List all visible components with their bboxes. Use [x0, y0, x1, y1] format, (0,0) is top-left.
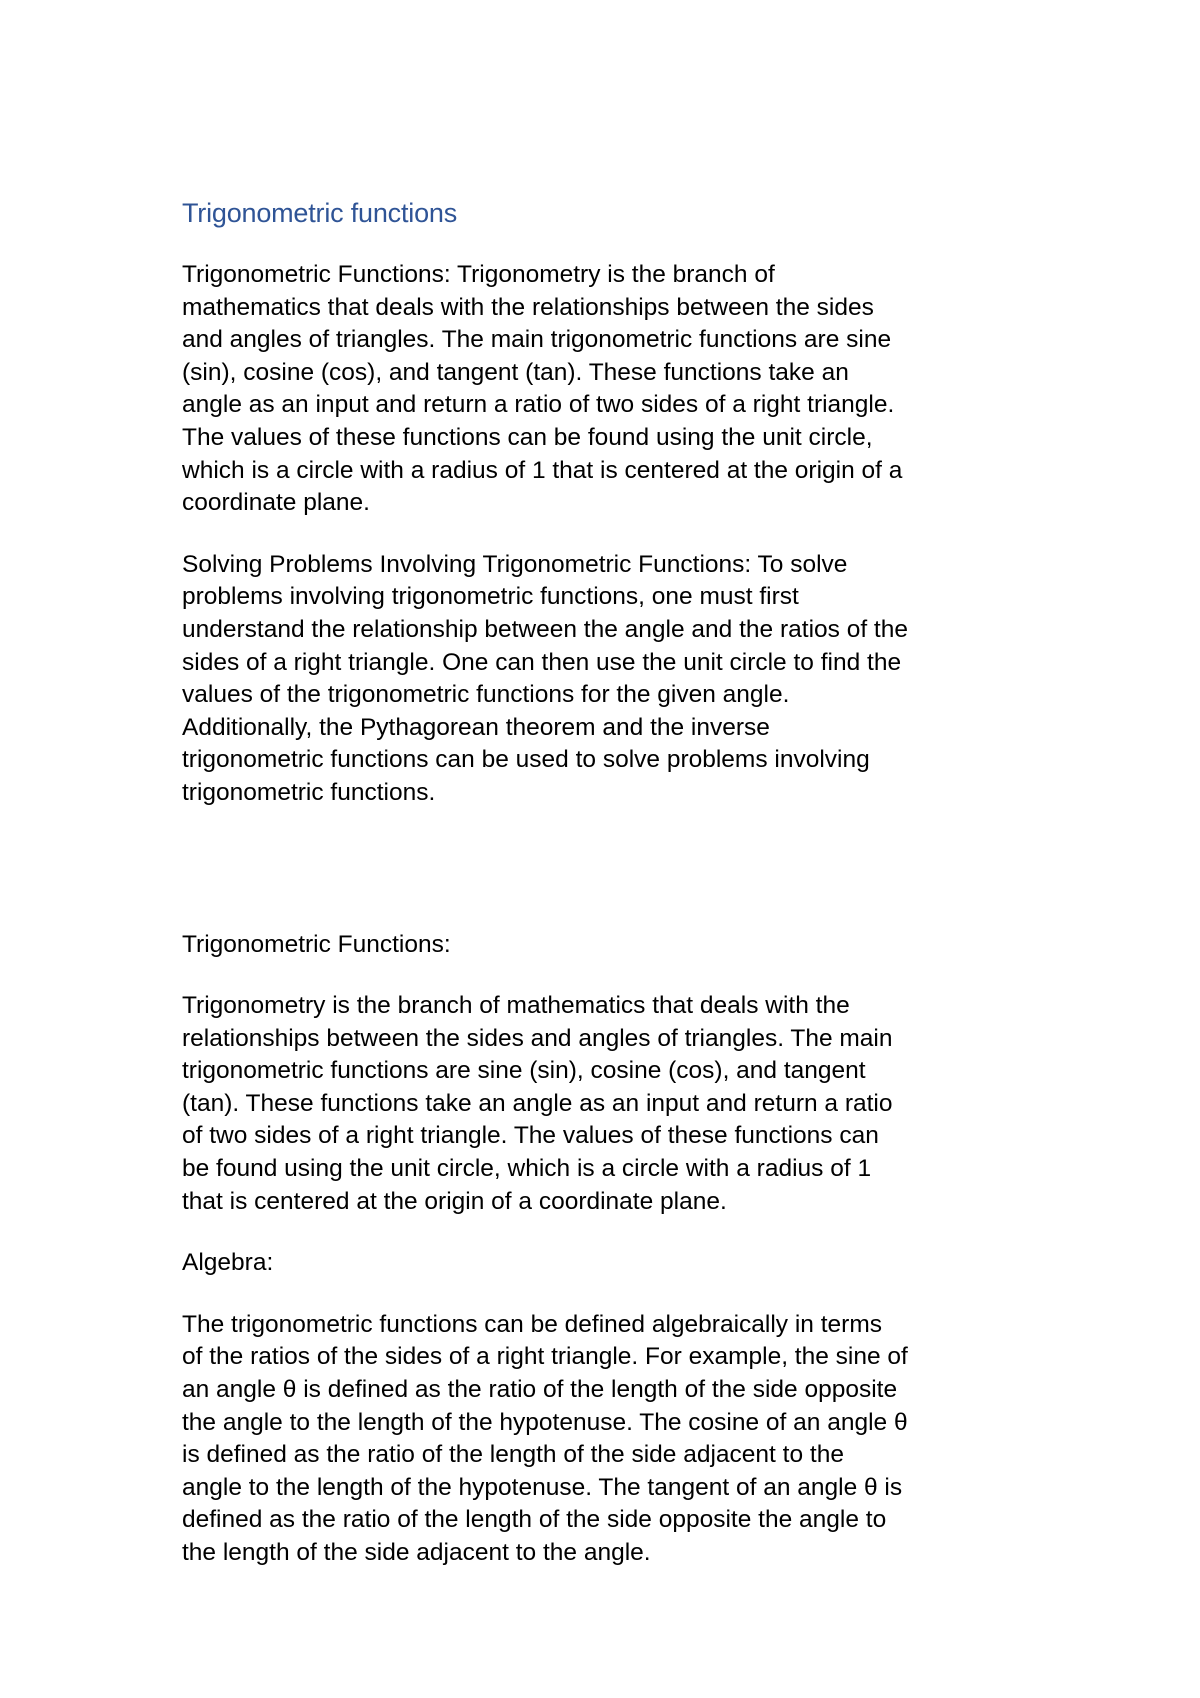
text-line: defined as the ratio of the length of the side opposite the angle to [182, 1506, 887, 1534]
text-line: The values of these functions can be found using the unit circle, [182, 423, 873, 451]
text-line: and angles of triangles. The main trigonometric functions are sine [182, 326, 892, 354]
text-line: (tan). These functions take an angle as an input and return a ratio [182, 1089, 893, 1117]
text-line: trigonometric functions are sine (sin), cosine (cos), and tangent [182, 1057, 866, 1085]
text-line: relationships between the sides and angles of triangles. The main [182, 1024, 893, 1052]
subheading-trig-functions [182, 929, 1042, 962]
paragraph-solving-problems [182, 549, 1042, 810]
paragraph-trig-definition [182, 990, 1042, 1218]
text-line: the length of the side adjacent to the angle. [182, 1539, 651, 1566]
text-line: be found using the unit circle, which is a circle with a radius of 1 [182, 1155, 872, 1183]
text-line: understand the relationship between the angle and the ratios of the [182, 615, 908, 643]
text-line: is defined as the ratio of the length of the side adjacent to the [182, 1441, 844, 1469]
text-line: angle to the length of the hypotenuse. The tangent of an angle θ is [182, 1473, 903, 1501]
text-line: an angle θ is defined as the ratio of the length of the side opposite [182, 1376, 898, 1404]
text-line: problems involving trigonometric functions, one must first [182, 583, 799, 611]
spacer [182, 839, 1042, 929]
text-line: mathematics that deals with the relationships between the sides [182, 293, 874, 321]
text-line: Trigonometric Functions: Trigonometry is the branch of [182, 261, 775, 288]
text-line: The trigonometric functions can be defined algebraically in terms [182, 1310, 882, 1338]
text-line: trigonometric functions. [182, 778, 436, 806]
text-line: values of the trigonometric functions for the given angle. [182, 681, 790, 709]
document-body [182, 196, 1042, 1599]
text-line: Trigonometry is the branch of mathematics that deals with the [182, 992, 850, 1020]
text-line: trigonometric functions can be used to solve problems involving [182, 746, 870, 774]
text-line: Solving Problems Involving Trigonometric Functions: To solve [182, 550, 848, 578]
paragraph-intro [182, 259, 1042, 520]
text-line: angle as an input and return a ratio of two sides of a right triangle. [182, 391, 895, 419]
text-line: (sin), cosine (cos), and tangent (tan). These functions take an [182, 358, 849, 386]
text-line: Additionally, the Pythagorean theorem and the inverse [182, 713, 770, 741]
text-line: sides of a right triangle. One can then use the unit circle to find the [182, 648, 902, 676]
text-line: coordinate plane. [182, 489, 370, 517]
subheading-algebra [182, 1247, 1042, 1280]
text-line: of the ratios of the sides of a right triangle. For example, the sine of [182, 1343, 908, 1371]
paragraph-algebra [182, 1309, 1042, 1570]
page-title: Trigonometric functions [182, 198, 458, 228]
text-line: which is a circle with a radius of 1 that is centered at the origin of a [182, 456, 903, 484]
text-line: Algebra: [182, 1249, 274, 1277]
text-line: that is centered at the origin of a coordinate plane. [182, 1187, 727, 1215]
text-line: of two sides of a right triangle. The values of these functions can [182, 1122, 879, 1150]
text-line: Trigonometric Functions: [182, 930, 451, 958]
text-line: the angle to the length of the hypotenuse. The cosine of an angle θ [182, 1408, 908, 1436]
